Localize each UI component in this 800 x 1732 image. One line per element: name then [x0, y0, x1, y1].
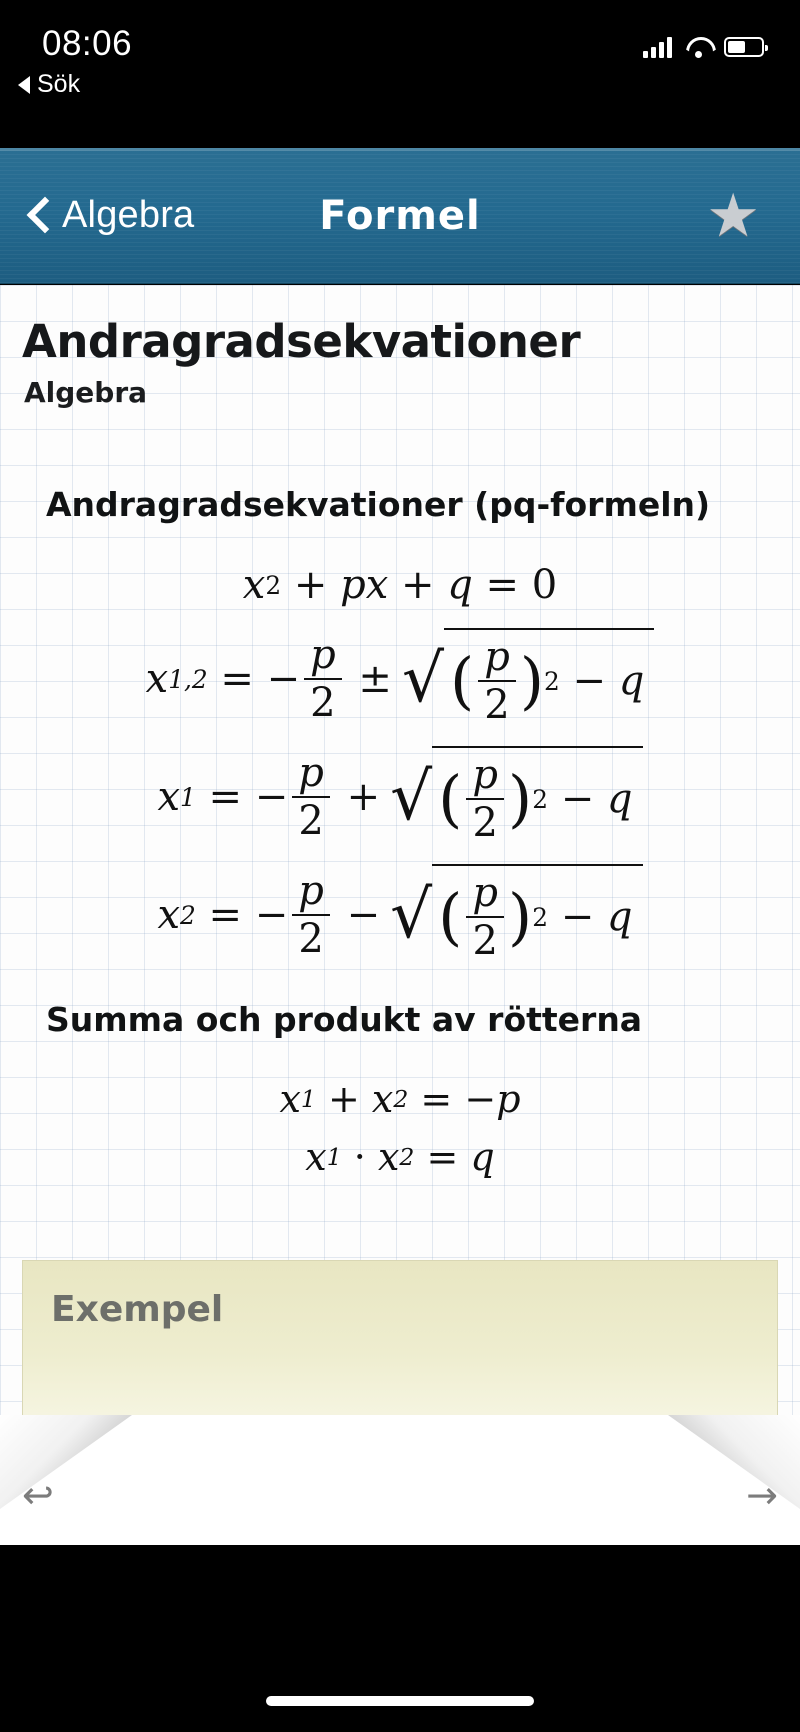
sym-paren-right: ) — [519, 644, 545, 718]
square-root — [402, 628, 654, 730]
sqrt-sign-icon: √ — [401, 640, 444, 717]
section-title-pq: Andragradsekvationer (pq-formeln) — [46, 485, 711, 524]
sym-plus2: + — [400, 562, 435, 608]
sym-x2: x — [365, 562, 389, 608]
sym-eq: = — [208, 892, 243, 938]
sym-plus: + — [346, 774, 381, 820]
sym-eq: = — [208, 774, 243, 820]
sym-two: 2 — [466, 798, 503, 846]
back-to-search-button[interactable] — [18, 70, 80, 99]
sym-eq: = — [420, 1077, 453, 1121]
equation-quadratic-standard — [0, 562, 800, 608]
sym-exp2: 2 — [532, 902, 548, 932]
next-page-button[interactable]: → — [746, 1473, 778, 1517]
page-title: Formel — [319, 192, 481, 239]
sym-p: p — [496, 1077, 521, 1121]
sym-plusminus: ± — [358, 656, 392, 702]
equation-root-2 — [0, 864, 800, 966]
wifi-icon — [684, 36, 712, 58]
sym-sub1: 1 — [300, 1085, 316, 1113]
sym-x: x — [145, 656, 169, 702]
sym-minus: − — [266, 656, 301, 702]
previous-page-button[interactable]: ↩ — [22, 1473, 54, 1517]
sym-minus: − — [572, 658, 607, 704]
sym-sub1: 1 — [180, 782, 196, 812]
app-navigation-bar — [0, 148, 800, 284]
sym-two: 2 — [466, 916, 503, 964]
equation-sum-of-roots — [0, 1077, 800, 1121]
sym-x: x — [377, 1135, 400, 1179]
sym-plus: + — [327, 1077, 360, 1121]
sym-minus: − — [560, 894, 595, 940]
sym-exp2: 2 — [265, 570, 282, 600]
page-curl-left-icon — [0, 1415, 132, 1509]
sym-q: q — [606, 776, 633, 822]
sym-plus: + — [293, 562, 328, 608]
fraction-p-over-2 — [466, 870, 504, 964]
sym-x: x — [157, 892, 181, 938]
sym-p: p — [340, 562, 366, 608]
fraction-p-over-2 — [466, 752, 504, 846]
equation-product-of-roots — [0, 1135, 800, 1179]
star-icon[interactable]: ★ — [706, 182, 760, 249]
sym-p: p — [472, 870, 498, 916]
fraction-p-over-2 — [304, 632, 342, 726]
sym-p: p — [298, 750, 324, 796]
example-card[interactable] — [22, 1260, 778, 1430]
square-root — [390, 746, 642, 848]
sqrt-sign-icon: √ — [390, 758, 433, 835]
status-bar — [0, 0, 800, 120]
back-to-search-label: Sök — [37, 70, 81, 98]
sym-x: x — [157, 774, 181, 820]
parenthesized-fraction — [450, 634, 544, 728]
sym-q: q — [447, 562, 473, 608]
parenthesized-fraction — [438, 752, 532, 846]
sym-dot: · — [353, 1135, 366, 1179]
sym-sub12: 1,2 — [168, 664, 208, 694]
sym-minus: − — [254, 774, 289, 820]
sym-two: 2 — [292, 914, 329, 962]
formula-category: Algebra — [24, 376, 148, 409]
triangle-left-icon — [18, 76, 30, 94]
sym-paren-right: ) — [507, 880, 533, 954]
sym-two: 2 — [478, 680, 515, 728]
sym-minus2: − — [346, 892, 381, 938]
sym-p: p — [298, 868, 324, 914]
sym-p: p — [310, 632, 336, 678]
sym-eq: = — [220, 656, 254, 702]
sym-sub2: 2 — [393, 1085, 409, 1113]
cellular-bars-icon — [643, 36, 672, 58]
fraction-p-over-2 — [292, 868, 330, 962]
sym-eq: = — [485, 562, 520, 608]
status-bar-indicators — [643, 36, 764, 58]
sym-p: p — [484, 634, 510, 680]
sym-x: x — [279, 1077, 301, 1121]
section-sum-product — [0, 1000, 800, 1179]
example-label: Exempel — [51, 1289, 224, 1330]
page-curl-right-icon — [668, 1415, 800, 1509]
sym-exp2: 2 — [544, 666, 560, 696]
equation-roots-both — [0, 628, 800, 730]
sym-sub2: 2 — [180, 900, 196, 930]
sym-exp2: 2 — [532, 784, 548, 814]
sym-eq: = — [426, 1135, 459, 1179]
sym-sub2: 2 — [399, 1143, 415, 1171]
section-pq-formula — [0, 485, 800, 966]
sym-zero: 0 — [531, 562, 558, 608]
sym-two: 2 — [292, 796, 329, 844]
sym-paren-left: ( — [450, 644, 475, 718]
sqrt-sign-icon: √ — [390, 876, 433, 953]
formula-sheet — [0, 285, 800, 1480]
sym-q: q — [618, 658, 645, 704]
status-bar-time: 08:06 — [42, 24, 133, 63]
sym-p: p — [472, 752, 498, 798]
sym-paren-right: ) — [507, 762, 533, 836]
radicand — [432, 864, 642, 966]
sym-sub1: 1 — [326, 1143, 342, 1171]
sym-two: 2 — [304, 678, 341, 726]
section-title-sum-product: Summa och produkt av rötterna — [46, 1000, 643, 1039]
nav-back-label: Algebra — [62, 194, 195, 236]
sym-paren-left: ( — [438, 880, 463, 954]
page-turn-bar — [0, 1415, 800, 1545]
sym-minus: − — [254, 892, 289, 938]
battery-icon — [724, 37, 764, 57]
sym-q: q — [470, 1135, 495, 1179]
equation-root-1 — [0, 746, 800, 848]
sym-paren-left: ( — [438, 762, 463, 836]
radicand — [444, 628, 654, 730]
sym-minus: − — [464, 1077, 497, 1121]
sym-x: x — [242, 562, 266, 608]
sym-minus: − — [560, 776, 595, 822]
sym-x: x — [371, 1077, 394, 1121]
parenthesized-fraction — [438, 870, 532, 964]
sym-x: x — [305, 1135, 327, 1179]
square-root — [390, 864, 642, 966]
fraction-p-over-2 — [292, 750, 330, 844]
fraction-p-over-2 — [478, 634, 516, 728]
sym-q: q — [606, 894, 633, 940]
home-indicator[interactable] — [266, 1696, 534, 1706]
formula-heading: Andragradsekvationer — [22, 315, 581, 368]
radicand — [432, 746, 642, 848]
